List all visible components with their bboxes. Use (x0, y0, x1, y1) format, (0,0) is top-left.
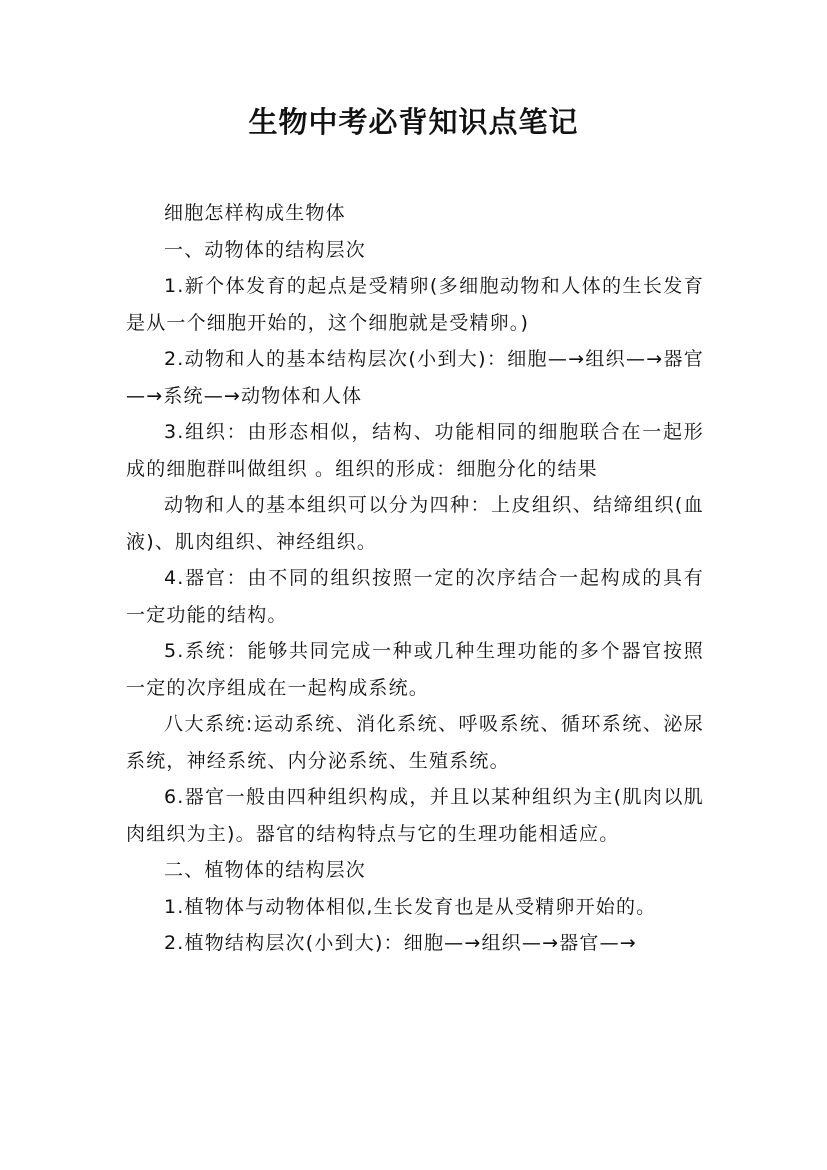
paragraph-item-1: 1.新个体发育的起点是受精卵(多细胞动物和人体的生长发育是从一个细胞开始的，这个细胞就是受精卵。) (126, 275, 704, 334)
paragraph-item-5: 5.系统：能够共同完成一种或几种生理功能的多个器官按照一定的次序组成在一起构成系统。 (126, 640, 704, 699)
paragraph-item-2: 2.动物和人的基本结构层次(小到大)：细胞—→组织—→器官—→系统—→动物体和人体 (126, 348, 704, 407)
paragraph-heading-cells: 细胞怎样构成生物体 (164, 202, 346, 224)
paragraph-section-plant: 二、植物体的结构层次 (164, 859, 367, 881)
paragraph-item-4: 4.器官：由不同的组织按照一定的次序结合一起构成的具有一定功能的结构。 (126, 567, 704, 626)
paragraph-plant-item-1: 1.植物体与动物体相似,生长发育也是从受精卵开始的。 (164, 895, 657, 918)
paragraph-item-6: 6.器官一般由四种组织构成，并且以某种组织为主(肌肉以肌肉组织为主)。器官的结构特点与它的生理功能相适应。 (126, 786, 704, 845)
document-title: 生物中考必背知识点笔记 (248, 105, 579, 139)
paragraph-plant-item-2: 2.植物结构层次(小到大)：细胞—→组织—→器官—→ (164, 932, 637, 954)
paragraph-tissues: 动物和人的基本组织可以分为四种：上皮组织、结缔组织(血液)、肌肉组织、神经组织。 (126, 494, 704, 553)
paragraph-item-3: 3.组织：由形态相似，结构、功能相同的细胞联合在一起形成的细胞群叫做组织 。组织的形成：细胞分化的结果 (126, 421, 704, 480)
document-body (126, 195, 704, 962)
paragraph-section-animal: 一、动物体的结构层次 (164, 238, 367, 261)
paragraph-eight-systems: 八大系统:运动系统、消化系统、呼吸系统、循环系统、泌尿系统，神经系统、内分泌系统、生殖系统。 (126, 713, 704, 772)
